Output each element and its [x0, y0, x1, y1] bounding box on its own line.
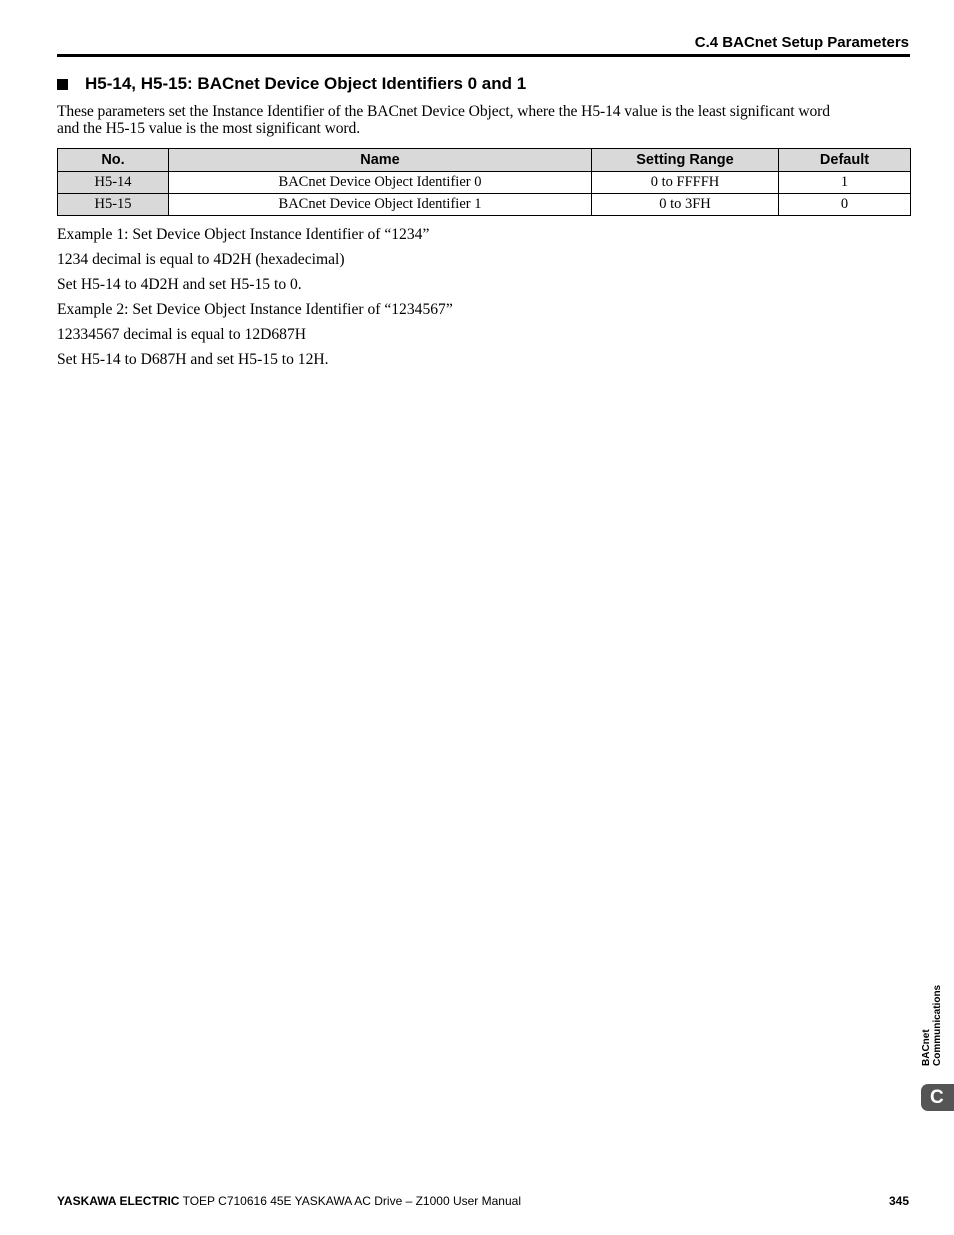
intro-line-2: and the H5-15 value is the most significant word. [57, 120, 361, 137]
column-header-range: Setting Range [592, 149, 779, 172]
example-line: Example 2: Set Device Object Instance Identifier of “1234567” [57, 301, 453, 318]
cell-range: 0 to 3FH [592, 194, 779, 216]
footer-brand: YASKAWA ELECTRIC [57, 1194, 180, 1208]
example-line: 12334567 decimal is equal to 12D687H [57, 326, 307, 343]
parameter-table [57, 148, 911, 216]
square-bullet-icon [57, 79, 68, 90]
cell-name: BACnet Device Object Identifier 1 [169, 194, 592, 216]
side-tab-label-line-2: Communications [932, 984, 943, 1066]
intro-paragraph [57, 103, 917, 137]
column-header-default: Default [779, 149, 911, 172]
cell-default: 1 [779, 172, 911, 194]
cell-range: 0 to FFFFH [592, 172, 779, 194]
column-header-name: Name [169, 149, 592, 172]
section-heading [57, 74, 526, 94]
chapter-tab: C [921, 1084, 954, 1111]
intro-line-1: These parameters set the Instance Identifier of the BACnet Device Object, where the H5-14 value is the least significant word [57, 103, 830, 120]
page-number: 345 [888, 1194, 909, 1208]
page-header-title: C.4 BACnet Setup Parameters [694, 34, 909, 51]
footer [57, 1194, 521, 1208]
side-tab-label-line-1: BACnet [921, 1029, 932, 1066]
table-header-row [58, 149, 911, 172]
side-tab-label [921, 985, 943, 1066]
cell-name: BACnet Device Object Identifier 0 [169, 172, 592, 194]
footer-doc-title: TOEP C710616 45E YASKAWA AC Drive – Z1000 User Manual [179, 1194, 521, 1208]
column-header-no: No. [58, 149, 169, 172]
cell-no: H5-14 [58, 172, 169, 194]
section-heading-text: H5-14, H5-15: BACnet Device Object Identifiers 0 and 1 [85, 74, 527, 93]
cell-no: H5-15 [58, 194, 169, 216]
cell-default: 0 [779, 194, 911, 216]
table-row [58, 172, 911, 194]
example-line: Example 1: Set Device Object Instance Identifier of “1234” [57, 226, 430, 243]
example-text [57, 224, 453, 374]
table-row [58, 194, 911, 216]
example-line: Set H5-14 to 4D2H and set H5-15 to 0. [57, 276, 302, 293]
header-rule [57, 54, 910, 57]
example-line: 1234 decimal is equal to 4D2H (hexadecimal) [57, 251, 345, 268]
example-line: Set H5-14 to D687H and set H5-15 to 12H. [57, 351, 329, 368]
